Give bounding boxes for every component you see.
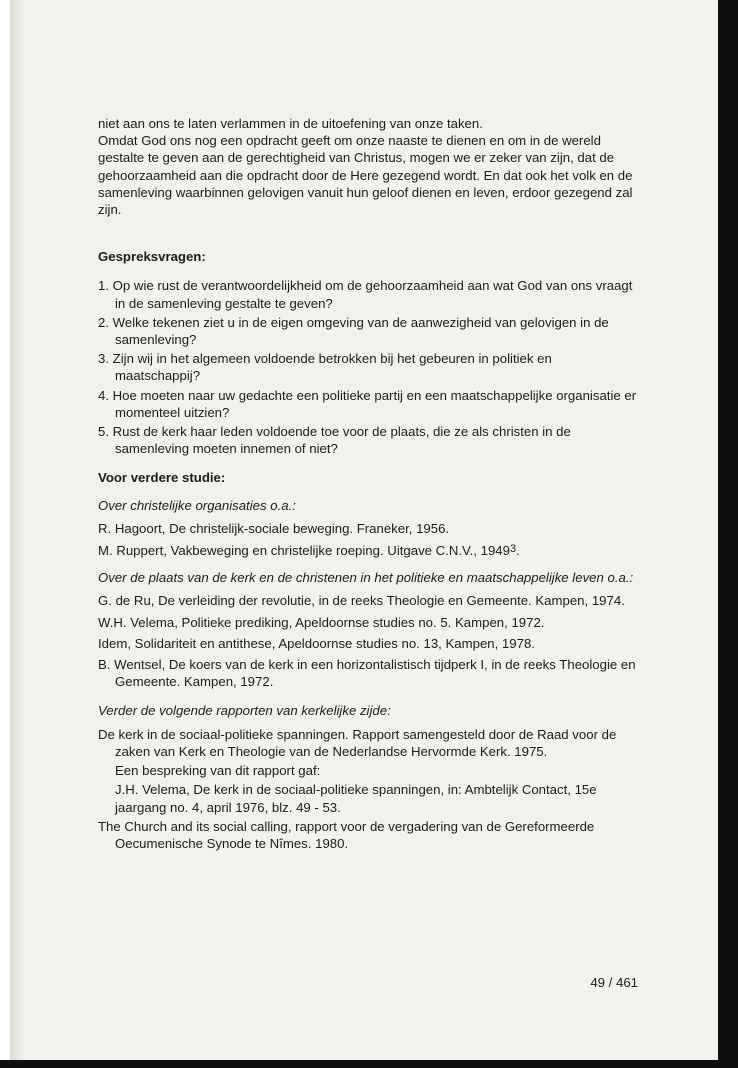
question-3: 3. Zijn wij in het algemeen voldoende betrokken bij het gebeuren in politiek en maatschappij?	[98, 351, 552, 384]
reference-de-ru: G. de Ru, De verleiding der revolutie, in de reeks Theologie en Gemeente. Kampen, 1974.	[98, 593, 625, 609]
report-review-intro: Een bespreking van dit rapport gaf:	[115, 763, 321, 779]
page-body	[98, 115, 640, 852]
intro-paragraph: Omdat God ons nog een opdracht geeft om onze naaste te dienen en om in de wereld gestalte te geven aan de gerechtigheid van Christus, mogen we er zeker van zijn, dat de gehoorzaamheid aan die opdracht door de Here gezegend wordt. En dat ook het volk en de samenleving waarbinnen gelovigen vanuit hun geloof dienen en leven, erdoor gezegend zal zijn.	[98, 133, 633, 218]
reference-velema-prediking: W.H. Velema, Politieke prediking, Apeldoornse studies no. 5. Kampen, 1972.	[98, 614, 545, 630]
reference-ruppert	[98, 541, 640, 559]
question-4: 4. Hoe moeten naar uw gedachte een politieke partij en een maatschappelijke organisatie er momenteel uitzien?	[98, 387, 637, 420]
questions-heading: Gespreksvragen:	[98, 249, 206, 265]
report-review-velema: J.H. Velema, De kerk in de sociaal-politieke spanningen, in: Ambtelijk Contact, 15e jaargang no. 4, april 1976, blz. 49 - 53.	[115, 782, 597, 815]
section1-title: Over christelijke organisaties o.a.:	[98, 497, 296, 513]
reference-ruppert-text: M. Ruppert, Vakbeweging en christelijke roeping. Uitgave C.N.V., 1949	[98, 543, 510, 559]
section3-title: Verder de volgende rapporten van kerkelijke zijde:	[98, 703, 391, 719]
scan-edge-bottom	[0, 1060, 738, 1068]
reference-hagoort: R. Hagoort, De christelijk-sociale beweging. Franeker, 1956.	[98, 520, 450, 536]
report-goes: The Church and its social calling, rapport voor de vergadering van de Gereformeerde Oecumenische Synode te Nîmes. 1980.	[98, 818, 595, 851]
page-number: 49 / 461	[590, 975, 638, 990]
question-2: 2. Welke tekenen ziet u in de eigen omgeving van de aanwezigheid van gelovigen in de samenleving?	[98, 314, 609, 348]
footnote-marker: 3	[509, 543, 517, 556]
intro-line-1: niet aan ons te laten verlammen in de uitoefening van onze taken.	[98, 116, 483, 131]
reference-idem-solidariteit: Idem, Solidariteit en antithese, Apeldoornse studies no. 13, Kampen, 1978.	[98, 635, 535, 651]
section2-title: Over de plaats van de kerk en de christenen in het politieke en maatschappelijke leven o.a.:	[98, 570, 634, 586]
report-nhk: De kerk in de sociaal-politieke spanningen. Rapport samengesteld door de Raad voor de zaken van Kerk en Theologie van de Nederlandse Hervormde Kerk. 1975.	[98, 726, 617, 759]
question-5: 5. Rust de kerk haar leden voldoende toe voor de plaats, die ze als christen in de samenleving moeten innemen of niet?	[98, 424, 571, 457]
study-heading: Voor verdere studie:	[98, 470, 226, 486]
reference-ruppert-period: .	[516, 543, 520, 559]
reference-wentsel: B. Wentsel, De koers van de kerk in een horizontalistisch tijdperk I, in de reeks Theologie en Gemeente. Kampen, 1972.	[98, 657, 636, 690]
scan-edge-right	[718, 0, 738, 1068]
page-gutter-shadow	[10, 0, 24, 1060]
question-1: 1. Op wie rust de verantwoordelijkheid om de gehoorzaamheid aan wat God van ons vraagt in de samenleving gestalte te geven?	[98, 278, 633, 311]
